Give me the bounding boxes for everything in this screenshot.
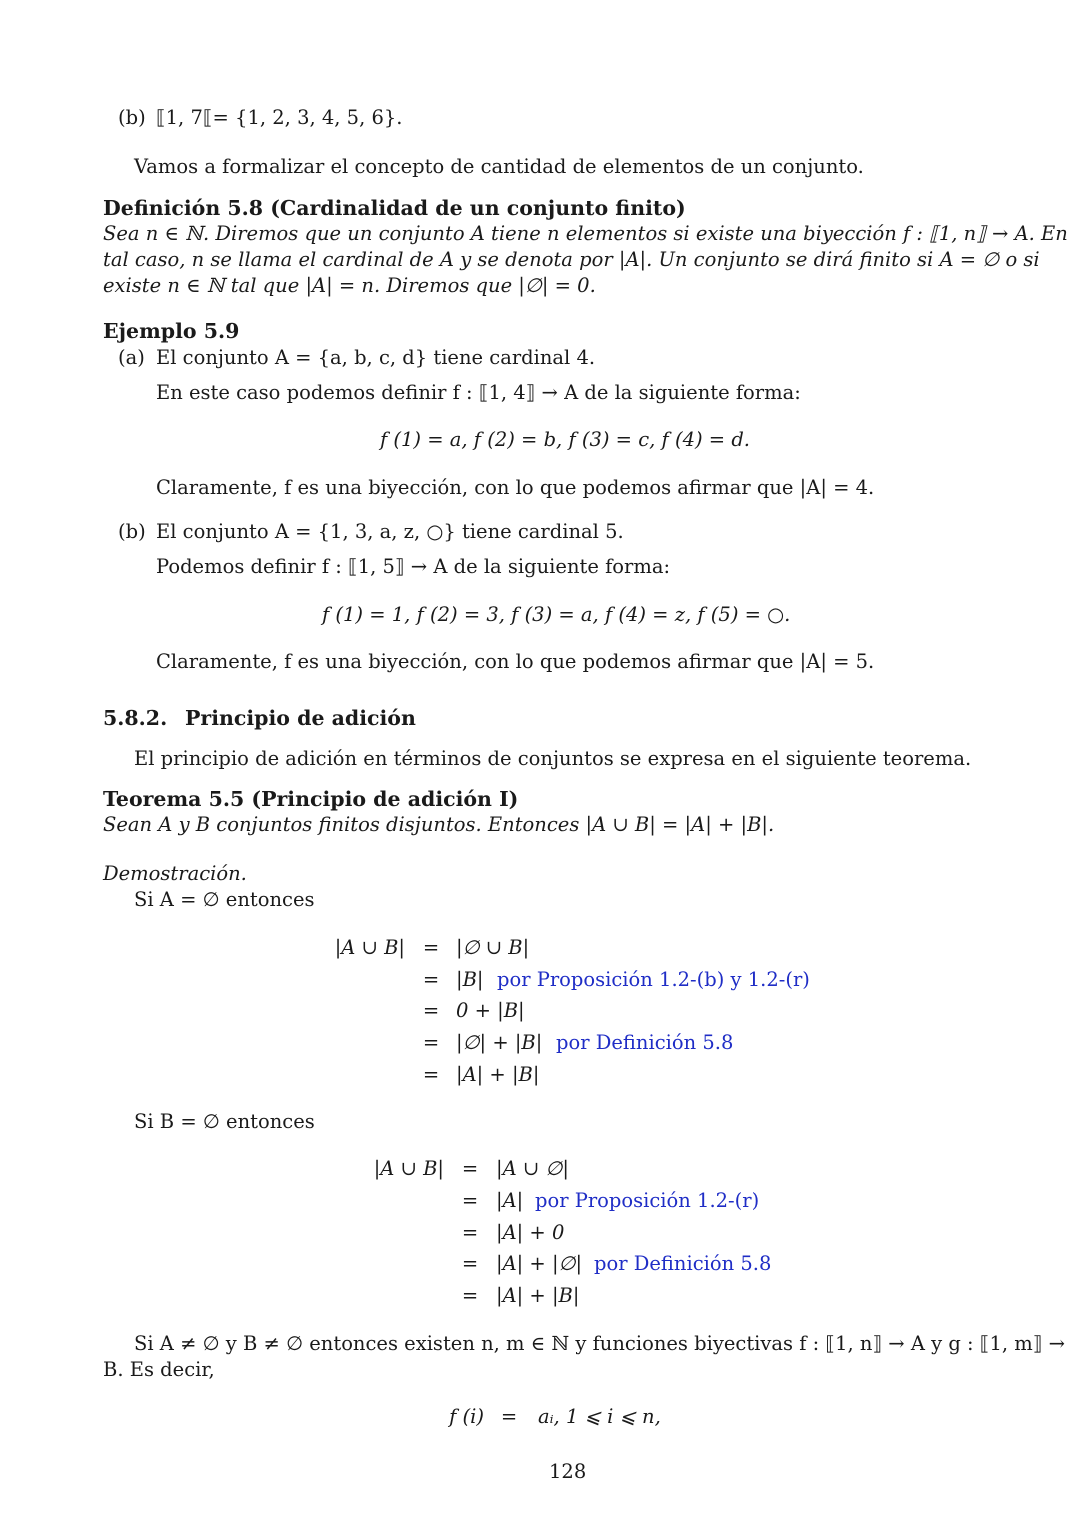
equation-rhs: |A| + |B| bbox=[496, 1284, 580, 1307]
equation-sign: = bbox=[461, 1157, 479, 1180]
equation-rhs: 0 + |B| bbox=[456, 999, 525, 1022]
equation-sign: = bbox=[422, 936, 440, 959]
reference-link[interactable]: por Proposición 1.2-(r) bbox=[535, 1189, 760, 1212]
definition-line-1: Sea n ∈ ℕ. Diremos que un conjunto A tiene n elementos si existe una biyección f : ⟦1, n⟧ → A. En bbox=[103, 222, 1068, 245]
section-number: 5.8.2. bbox=[103, 706, 168, 730]
item-text: ⟦1, 7⟦= {1, 2, 3, 4, 5, 6}. bbox=[156, 106, 403, 129]
reference-link[interactable]: por Proposición 1.2-(b) y 1.2-(r) bbox=[497, 968, 810, 991]
example-b-statement: El conjunto A = {1, 3, a, z, ○} tiene cardinal 5. bbox=[156, 520, 624, 543]
equation-rhs: |A| + 0 bbox=[496, 1221, 565, 1244]
equation-sign: = bbox=[461, 1221, 479, 1244]
equation-sign: = bbox=[461, 1189, 479, 1212]
equation-rhs: aᵢ, 1 ⩽ i ⩽ n, bbox=[538, 1405, 661, 1428]
equation-sign: = bbox=[500, 1405, 518, 1428]
equation-lhs: |A ∪ B| bbox=[334, 936, 405, 959]
section-title: Principio de adición bbox=[185, 706, 416, 730]
example-a-define: En este caso podemos definir f : ⟦1, 4⟧ → A de la siguiente forma: bbox=[156, 381, 801, 404]
case3-line-2: B. Es decir, bbox=[103, 1358, 215, 1381]
equation-rhs: |A| + |∅| bbox=[496, 1252, 583, 1275]
equation-sign: = bbox=[422, 999, 440, 1022]
equation-sign: = bbox=[461, 1252, 479, 1275]
page-number: 128 bbox=[549, 1460, 587, 1483]
equation-lhs: |A ∪ B| bbox=[373, 1157, 444, 1180]
equation-rhs: |∅| + |B| bbox=[456, 1031, 543, 1054]
example-a-label: (a) bbox=[118, 346, 145, 369]
example-b-define: Podemos definir f : ⟦1, 5⟧ → A de la siguiente forma: bbox=[156, 555, 671, 578]
definition-line-3: existe n ∈ ℕ tal que |A| = n. Diremos que |∅| = 0. bbox=[103, 274, 596, 297]
example-a-statement: El conjunto A = {a, b, c, d} tiene cardinal 4. bbox=[156, 346, 596, 369]
example-title: Ejemplo 5.9 bbox=[103, 319, 240, 343]
example-a-formula: f (1) = a, f (2) = b, f (3) = c, f (4) = d. bbox=[380, 428, 750, 451]
equation-sign: = bbox=[422, 1063, 440, 1086]
example-b-conclusion: Claramente, f es una biyección, con lo que podemos afirmar que |A| = 5. bbox=[156, 650, 875, 673]
reference-link[interactable]: por Definición 5.8 bbox=[556, 1031, 734, 1054]
intro-paragraph: Vamos a formalizar el concepto de cantidad de elementos de un conjunto. bbox=[134, 155, 864, 178]
definition-title: Definición 5.8 (Cardinalidad de un conjunto finito) bbox=[103, 196, 686, 220]
case1-intro: Si A = ∅ entonces bbox=[134, 888, 315, 911]
equation-sign: = bbox=[422, 968, 440, 991]
case2-intro: Si B = ∅ entonces bbox=[134, 1110, 315, 1133]
equation-lhs: f (i) bbox=[449, 1405, 484, 1428]
item-label: (b) bbox=[118, 106, 146, 129]
example-b-formula: f (1) = 1, f (2) = 3, f (3) = a, f (4) = z, f (5) = ○. bbox=[322, 603, 791, 626]
theorem-statement: Sean A y B conjuntos finitos disjuntos. Entonces |A ∪ B| = |A| + |B|. bbox=[103, 813, 775, 836]
example-b-label: (b) bbox=[118, 520, 146, 543]
addition-intro: El principio de adición en términos de conjuntos se expresa en el siguiente teorema. bbox=[134, 747, 972, 770]
case3-line-1: Si A ≠ ∅ y B ≠ ∅ entonces existen n, m ∈ ℕ y funciones biyectivas f : ⟦1, n⟧ → A y g : ⟦1, m⟧ → bbox=[134, 1332, 1065, 1355]
equation-rhs: |B| bbox=[456, 968, 484, 991]
example-a-conclusion: Claramente, f es una biyección, con lo que podemos afirmar que |A| = 4. bbox=[156, 476, 875, 499]
equation-rhs: |A| + |B| bbox=[456, 1063, 540, 1086]
theorem-title: Teorema 5.5 (Principio de adición I) bbox=[103, 787, 519, 811]
equation-rhs: |A ∪ ∅| bbox=[496, 1157, 569, 1180]
equation-rhs: |∅ ∪ B| bbox=[456, 936, 530, 959]
definition-line-2: tal caso, n se llama el cardinal de A y se denota por |A|. Un conjunto se dirá finito si A = ∅ o si bbox=[103, 248, 1040, 271]
proof-label: Demostración. bbox=[103, 862, 247, 885]
equation-sign: = bbox=[461, 1284, 479, 1307]
equation-rhs: |A| bbox=[496, 1189, 524, 1212]
equation-sign: = bbox=[422, 1031, 440, 1054]
reference-link[interactable]: por Definición 5.8 bbox=[594, 1252, 772, 1275]
